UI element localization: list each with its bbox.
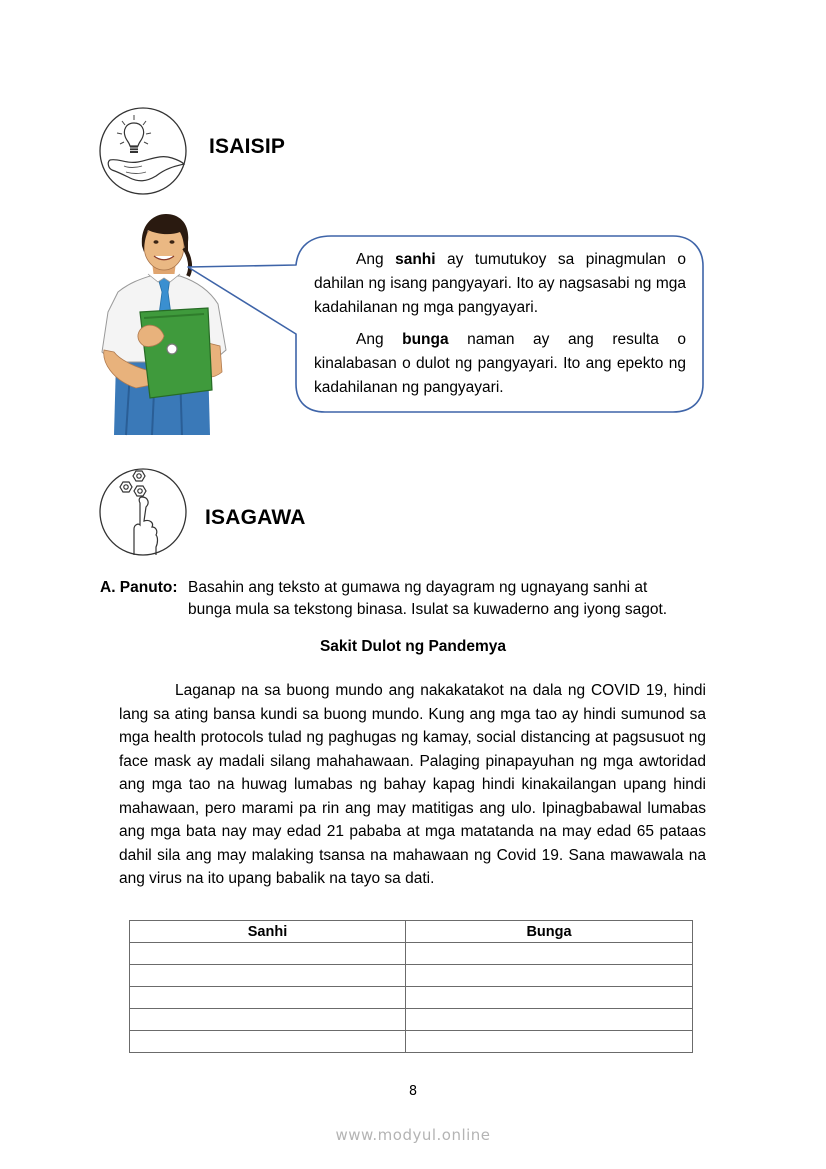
- column-header-bunga: Bunga: [406, 921, 693, 943]
- sanhi-cell[interactable]: [130, 1031, 406, 1053]
- page-number: 8: [408, 1084, 418, 1099]
- lightbulb-hand-icon: [98, 106, 188, 196]
- table-header-row: [130, 921, 693, 943]
- watermark: www.modyul.online: [335, 1126, 491, 1144]
- bunga-cell[interactable]: [406, 1009, 693, 1031]
- story-body: Laganap na sa buong mundo ang nakakatakot na dala ng COVID 19, hindi lang sa ating bansa kundi sa buong mundo. Kung ang mga tao ay hindi sumunod sa mga health protocols tulad ng paghugas ng kamay, social distancing at pagsusuot ng face mask ay madali silang mahahawaan. Palaging pinapayuhan ng mga awtoridad ang mga tao na huwag lumabas ng bahay kapag hindi kinakailangan upang hindi mahawaan, pero marami pa rin ang may matitigas ang ulo. Ipinagbabawal lumabas ang mga bata nay may edad 21 pababa at mga matatanda na may edad 65 pataas dahil sila ang may malaking tsansa na mahawaan ng Covid 19. Sana mawawala na ang virus na ito upang babalik na tayo sa dati.: [119, 682, 706, 887]
- instructions-label: A. Panuto:: [100, 579, 178, 596]
- term-sanhi: sanhi: [395, 251, 436, 268]
- sanhi-cell[interactable]: [130, 965, 406, 987]
- table-row: [130, 943, 693, 965]
- section-title-isaisip: ISAISIP: [209, 135, 286, 158]
- bubble-text: [314, 248, 686, 400]
- bunga-definition: Ang bunga naman ay ang resulta o kinalabasan o dulot ng pangyayari. Ito ang epekto ng kadahilanan ng pangyayari.: [314, 331, 686, 396]
- sanhi-cell[interactable]: [130, 943, 406, 965]
- section-title-isagawa: ISAGAWA: [205, 506, 306, 529]
- hand-gears-icon: [98, 467, 188, 557]
- table-row: [130, 1009, 693, 1031]
- story-title: Sakit Dulot ng Pandemya: [319, 638, 507, 655]
- bunga-cell[interactable]: [406, 1031, 693, 1053]
- bunga-cell[interactable]: [406, 965, 693, 987]
- instructions-line-2: bunga mula sa tekstong binasa. Isulat sa kuwaderno ang iyong sagot.: [188, 601, 668, 618]
- column-header-sanhi: Sanhi: [130, 921, 406, 943]
- bunga-cell[interactable]: [406, 987, 693, 1009]
- instructions-line-1: Basahin ang teksto at gumawa ng dayagram ng ugnayang sanhi at: [188, 579, 648, 596]
- sanhi-cell[interactable]: [130, 1009, 406, 1031]
- term-bunga: bunga: [402, 331, 449, 348]
- instructions: [100, 577, 720, 621]
- bunga-cell[interactable]: [406, 943, 693, 965]
- table-row: [130, 965, 693, 987]
- sanhi-definition: Ang sanhi ay tumutukoy sa pinagmulan o dahilan ng isang pangyayari. Ito ay nagsasabi ng mga kadahilanan ng mga pangyayari.: [314, 251, 687, 316]
- table-row: [130, 1031, 693, 1053]
- cause-effect-table: [129, 920, 693, 1053]
- table-row: [130, 987, 693, 1009]
- sanhi-cell[interactable]: [130, 987, 406, 1009]
